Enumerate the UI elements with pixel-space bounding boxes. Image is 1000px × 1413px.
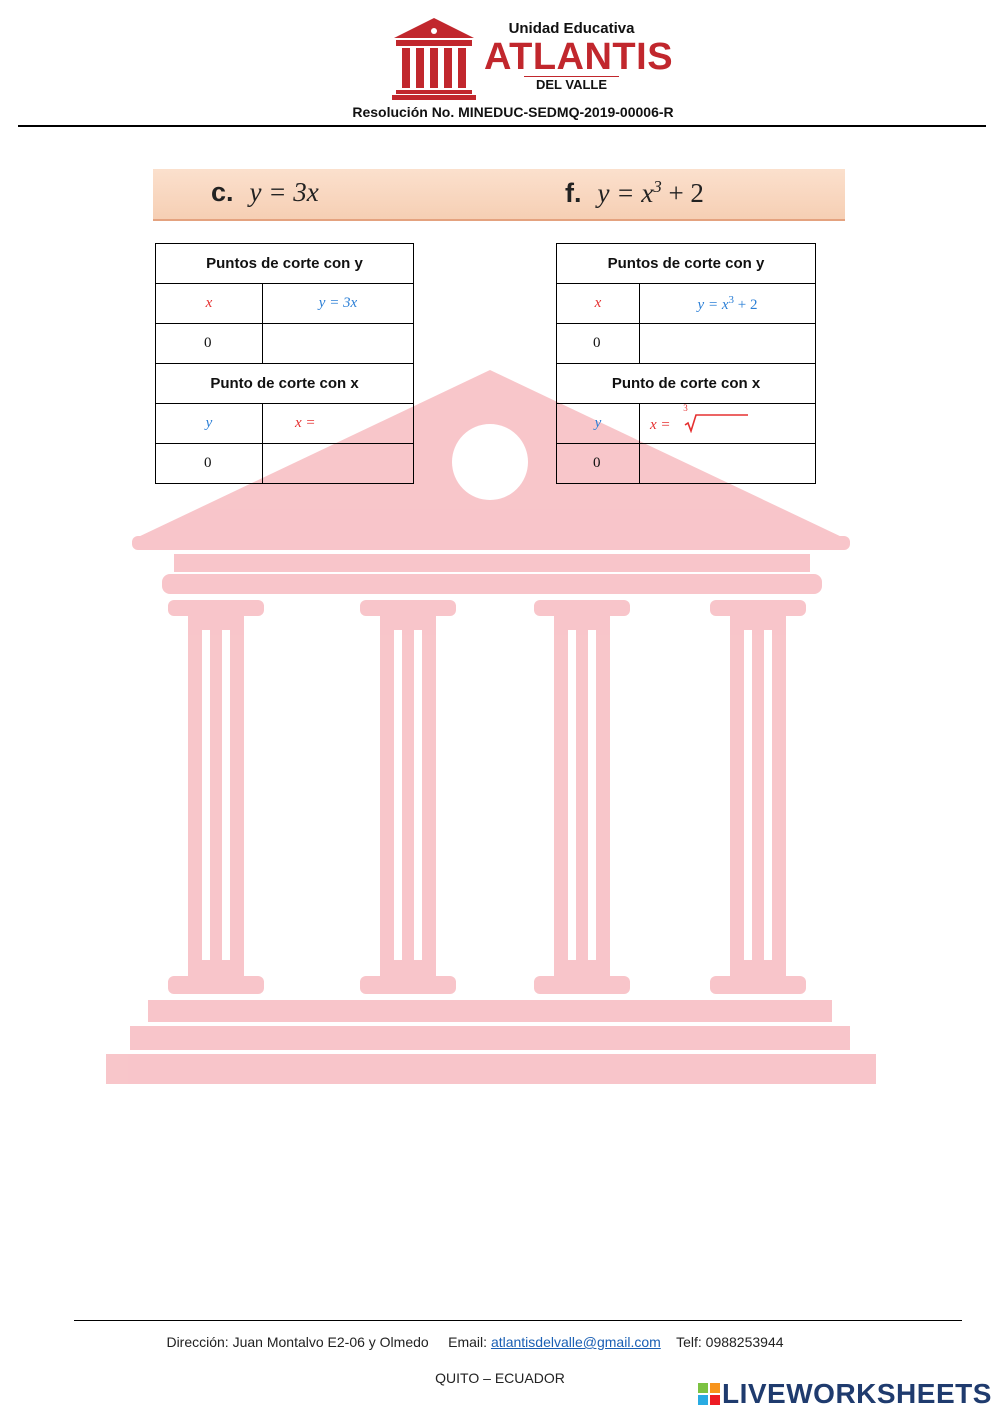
- table-c-x-intercept-title: Punto de corte con x: [156, 364, 414, 404]
- footer-city: QUITO – ECUADOR: [435, 1370, 565, 1386]
- exercise-f-exponent: 3: [653, 177, 662, 196]
- table-c-col-y: y: [156, 404, 263, 444]
- header-divider: [18, 125, 986, 127]
- table-c-y-intercept-title: Puntos de corte con y: [156, 244, 414, 284]
- school-name-line3: DEL VALLE: [524, 76, 619, 93]
- table-f-col-y-expr-tail: + 2: [733, 296, 758, 313]
- liveworksheets-brand: [698, 1378, 992, 1410]
- table-f-col-x-expr-cell: [640, 404, 816, 444]
- footer-contact: [0, 1334, 950, 1350]
- footer-email-label: Email:: [448, 1334, 488, 1350]
- exercise-banner: [153, 169, 845, 221]
- school-logo-text: [484, 20, 674, 93]
- footer-email-link[interactable]: atlantisdelvalle@gmail.com: [490, 1334, 661, 1350]
- exercise-c-label: c.: [211, 177, 234, 207]
- table-f-col-y-expr: [640, 284, 816, 324]
- resolution-text: Resolución No. MINEDUC-SEDMQ-2019-00006-R: [352, 104, 674, 120]
- radical-sign-icon: [684, 413, 750, 433]
- table-f-col-y-expr-exp: 3: [728, 293, 734, 306]
- exercise-c-equation: y = 3x: [249, 177, 319, 207]
- table-c-row1-x: 0: [156, 324, 263, 364]
- table-c-row2-y: 0: [156, 444, 263, 484]
- liveworksheets-logo-icon: [698, 1383, 720, 1405]
- footer-phone: Telf: 0988253944: [676, 1334, 784, 1350]
- table-c: [155, 243, 414, 484]
- table-c-col-x: x: [156, 284, 263, 324]
- table-c-row2-x-answer[interactable]: [263, 444, 414, 484]
- school-name-line2: ATLANTIS: [484, 36, 674, 78]
- footer-divider: [74, 1320, 962, 1321]
- exercise-f-label: f.: [565, 178, 582, 208]
- liveworksheets-text: LIVEWORKSHEETS: [722, 1378, 992, 1409]
- table-f-col-y: y: [557, 404, 640, 444]
- exercise-f-equation-tail: + 2: [661, 178, 704, 208]
- exercise-f-equation-base: y = x: [597, 178, 654, 208]
- table-f-col-x: x: [557, 284, 640, 324]
- table-c-col-y-expr: y = 3x: [263, 284, 414, 324]
- table-f-row1-x: 0: [557, 324, 640, 364]
- table-f: [556, 243, 816, 484]
- exercise-f: [565, 177, 704, 209]
- table-f-col-x-expr: x =: [650, 417, 671, 433]
- table-f-col-y-expr-base: y = x: [697, 296, 729, 313]
- table-f-x-intercept-title: Punto de corte con x: [557, 364, 816, 404]
- cube-root-index: 3: [683, 403, 688, 413]
- school-logo-icon: [392, 16, 476, 100]
- table-f-y-intercept-title: Puntos de corte con y: [557, 244, 816, 284]
- table-f-row2-y: 0: [557, 444, 640, 484]
- footer-address: Dirección: Juan Montalvo E2-06 y Olmedo: [166, 1334, 429, 1350]
- table-c-row1-y-answer[interactable]: [263, 324, 414, 364]
- table-f-row1-y-answer[interactable]: [640, 324, 816, 364]
- table-c-col-x-expr: x =: [263, 404, 414, 444]
- exercise-c: [211, 177, 319, 208]
- school-name-line1: Unidad Educativa: [508, 20, 635, 37]
- cube-root-symbol: [683, 403, 750, 434]
- table-f-row2-x-answer[interactable]: [640, 444, 816, 484]
